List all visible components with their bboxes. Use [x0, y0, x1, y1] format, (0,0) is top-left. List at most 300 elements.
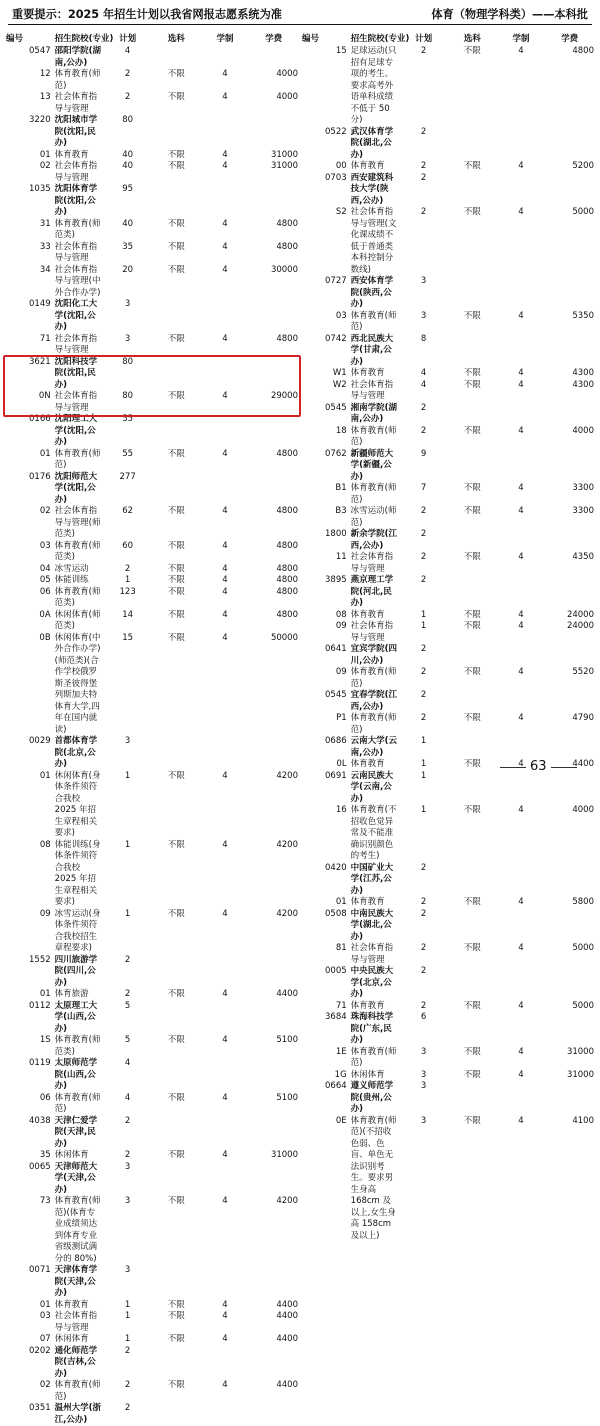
row-xz: 4	[222, 586, 228, 597]
row-xz	[201, 46, 250, 69]
row-fee	[545, 276, 594, 311]
row-name: 体育教育	[54, 149, 89, 160]
row-fee	[545, 334, 594, 369]
row-name: 社会体育指导与管理	[54, 1311, 98, 1333]
row-fee: 4800	[276, 575, 298, 585]
row-xk	[152, 414, 201, 449]
row-name: 首都体育学院(北京,公办)	[54, 736, 98, 769]
row-name: 云南大学(云南,公办)	[350, 736, 398, 758]
row-name: 社会体育指导与管理	[350, 943, 394, 965]
row-xz	[497, 449, 546, 484]
row-code: 0L	[336, 759, 347, 769]
right-column	[302, 34, 594, 1242]
row-xk: 不限	[167, 241, 185, 252]
row-code: 0727	[325, 276, 347, 286]
row-xk: 不限	[463, 621, 481, 631]
row-xk: 不限	[167, 540, 185, 551]
row-xk	[152, 1265, 201, 1300]
row-fee: 31000	[566, 1046, 594, 1057]
major-row	[6, 1150, 298, 1162]
row-fee: 5520	[572, 667, 594, 677]
col-plan-header: 计划	[415, 34, 433, 44]
row-name: 体育教育	[350, 897, 385, 907]
row-xk: 不限	[463, 1069, 481, 1080]
row-fee	[545, 575, 594, 610]
row-xz	[497, 909, 546, 944]
row-name: 体育教育(师范类)	[54, 218, 101, 240]
row-fee: 4350	[572, 552, 594, 562]
row-plan: 2	[420, 506, 427, 516]
row-xz: 4	[518, 552, 524, 562]
row-xk: 不限	[167, 563, 185, 574]
row-code: 02	[39, 1380, 51, 1390]
major-row	[6, 575, 298, 587]
row-xk	[152, 1058, 201, 1093]
row-xz: 4	[518, 425, 524, 436]
row-code: 02	[39, 161, 51, 171]
row-xk	[152, 472, 201, 507]
row-xz: 4	[222, 391, 228, 401]
row-code: 01	[39, 989, 51, 999]
row-xk	[448, 334, 497, 369]
row-plan: 3	[420, 1115, 427, 1126]
row-plan: 1	[124, 1299, 131, 1310]
row-name: 四川旅游学院(四川,公办)	[54, 954, 98, 988]
row-fee	[545, 127, 594, 162]
row-fee: 4000	[572, 805, 594, 815]
row-name: 体育旅游	[54, 989, 89, 999]
row-plan: 80	[122, 115, 134, 125]
row-name: 沈阳理工大学(沈阳,公办)	[54, 414, 98, 447]
row-fee: 24000	[566, 609, 594, 620]
row-code: 0420	[325, 862, 347, 873]
row-name: 西安建筑科技大学(陕西,公办)	[350, 172, 394, 206]
row-fee	[545, 644, 594, 667]
row-code: 0202	[29, 1345, 51, 1356]
row-fee: 5200	[572, 161, 594, 171]
row-plan: 2	[420, 425, 427, 436]
major-row	[302, 207, 594, 276]
row-plan: 3	[124, 299, 131, 309]
major-row	[6, 1093, 298, 1116]
row-plan: 1	[124, 839, 131, 850]
row-code: 0742	[325, 333, 347, 344]
col-plan-header: 计划	[119, 34, 137, 44]
row-plan: 3	[420, 1081, 427, 1091]
row-name: 武汉体育学院(湖北,公办)	[350, 126, 394, 160]
row-name: 宜春学院(江西,公办)	[350, 690, 398, 712]
row-fee: 4400	[276, 1380, 298, 1390]
row-name: 太原理工大学(山西,公办)	[54, 1000, 98, 1034]
row-name: 体育教育(师范)(体育专业成绩须达到体育专业省级测试满分的 80%)	[54, 1196, 101, 1264]
row-code: 0071	[29, 1265, 51, 1275]
row-code: 05	[39, 575, 51, 585]
row-xk	[152, 184, 201, 219]
row-xk: 不限	[463, 310, 481, 321]
row-code: 33	[39, 241, 51, 252]
row-xz	[497, 644, 546, 667]
row-plan: 1	[124, 575, 131, 585]
row-xz: 4	[222, 149, 228, 160]
row-fee: 4000	[572, 425, 594, 436]
row-name: 湘南学院(湖南,公办)	[350, 402, 398, 424]
row-code: 03	[39, 1311, 51, 1321]
row-xz: 4	[518, 759, 524, 769]
row-xk: 不限	[167, 609, 185, 620]
row-xk: 不限	[463, 368, 481, 378]
row-code: 0149	[29, 299, 51, 309]
row-xz	[201, 184, 250, 219]
row-xz: 4	[222, 575, 228, 585]
row-xz: 4	[222, 632, 228, 643]
row-fee	[545, 909, 594, 944]
row-plan: 60	[122, 540, 134, 551]
row-name: 宜宾学院(四川,公办)	[350, 644, 398, 666]
row-xz	[201, 472, 250, 507]
row-name: 休闲体育(身体条件须符合我校 2025 年招生章程相关要求)	[54, 770, 101, 838]
major-row	[6, 161, 298, 184]
row-xk: 不限	[463, 1046, 481, 1057]
row-fee: 4800	[276, 333, 298, 344]
school-row	[302, 863, 594, 898]
row-name: 社会体育指导与管理	[350, 552, 394, 574]
row-xz: 4	[518, 1046, 524, 1057]
row-plan: 2	[124, 1345, 131, 1356]
row-name: 体育教育(师范)	[350, 425, 397, 447]
major-row	[6, 771, 298, 840]
major-row	[302, 311, 594, 334]
row-xz	[497, 771, 546, 806]
school-row	[6, 1058, 298, 1093]
row-name: 社会体育指导与管理	[54, 161, 98, 183]
row-fee: 24000	[566, 621, 594, 631]
row-fee: 4790	[572, 713, 594, 723]
row-xk: 不限	[167, 1311, 185, 1321]
major-row	[302, 46, 594, 127]
row-name: 温州大学(浙江,公办)	[54, 1403, 102, 1425]
row-plan: 2	[420, 644, 427, 654]
row-name: 西安体育学院(陕西,公办)	[350, 276, 394, 309]
row-plan: 4	[124, 1058, 131, 1068]
row-xk	[152, 1403, 201, 1426]
col-name-header: 招生院校(专业)	[350, 34, 410, 44]
row-xk	[448, 909, 497, 944]
row-code: 08	[335, 609, 347, 620]
row-plan: 2	[124, 954, 131, 965]
row-code: 01	[39, 149, 51, 160]
school-row	[302, 690, 594, 713]
row-xk: 不限	[167, 1150, 185, 1160]
row-plan: 2	[420, 402, 427, 413]
row-code: 02	[39, 506, 51, 516]
row-xz: 4	[222, 448, 228, 459]
row-xk	[448, 276, 497, 311]
school-row	[6, 46, 298, 69]
row-fee: 31000	[566, 1069, 594, 1080]
footer-rule-left	[500, 767, 526, 768]
row-fee: 4400	[276, 989, 298, 999]
row-name: 体育教育(不招收色觉异常及不能准确识别颜色的考生)	[350, 805, 397, 861]
school-row	[302, 449, 594, 484]
left-table-header	[6, 34, 298, 46]
row-code: 0166	[29, 414, 51, 424]
major-row	[6, 989, 298, 1001]
row-name: 体育教育(师范)	[350, 483, 397, 505]
row-plan: 3	[420, 1069, 427, 1080]
row-plan: 1	[420, 759, 427, 769]
major-row	[6, 92, 298, 115]
row-name: 燕京理工学院(河北,民办)	[350, 575, 394, 608]
major-row	[6, 449, 298, 472]
row-xk: 不限	[167, 989, 185, 999]
row-code: 1035	[29, 184, 51, 194]
row-name: 体育教育	[350, 609, 385, 620]
row-name: 天津师范大学(天津,公办)	[54, 1161, 98, 1195]
row-xk: 不限	[167, 770, 185, 781]
row-xz: 4	[222, 1380, 228, 1390]
row-xk	[448, 575, 497, 610]
row-plan: 4	[420, 368, 427, 378]
row-fee: 30000	[270, 264, 298, 275]
major-row	[6, 909, 298, 955]
row-plan: 3	[420, 1046, 427, 1057]
row-code: 0176	[29, 471, 51, 482]
row-plan: 1	[124, 908, 131, 919]
row-plan: 1	[420, 736, 427, 746]
major-row	[302, 1070, 594, 1082]
row-plan: 2	[420, 46, 427, 56]
row-xk: 不限	[167, 391, 185, 401]
row-plan: 1	[124, 1311, 131, 1321]
row-xz: 4	[222, 540, 228, 551]
row-fee: 29000	[270, 391, 298, 401]
school-row	[6, 1116, 298, 1151]
row-fee	[545, 529, 594, 552]
row-xz: 4	[518, 310, 524, 321]
major-row	[302, 943, 594, 966]
row-xz: 4	[518, 667, 524, 677]
row-xz: 4	[222, 908, 228, 919]
row-plan: 7	[420, 483, 427, 493]
row-plan: 40	[122, 149, 134, 160]
row-fee: 4800	[276, 563, 298, 574]
row-name: 社会体育指导与管理(师范类)	[54, 506, 101, 539]
row-name: 沈阳城市学院(沈阳,民办)	[54, 115, 98, 148]
row-code: 0E	[335, 1115, 347, 1126]
row-code: 0547	[29, 46, 51, 56]
row-name: 足球运动(只招有足球专项的考生。要求高考外语单科成绩不低于 50 分)	[350, 46, 397, 125]
row-name: 沈阳师范大学(沈阳,公办)	[54, 471, 98, 505]
row-name: 体育教育(师范)	[54, 1092, 101, 1114]
row-code: 1E	[335, 1046, 347, 1057]
major-row	[6, 610, 298, 633]
row-xk: 不限	[167, 333, 185, 344]
row-name: 西北民族大学(甘肃,公办)	[350, 333, 394, 367]
row-xz: 4	[222, 1196, 228, 1206]
row-code: 1800	[325, 529, 347, 539]
major-row	[302, 380, 594, 403]
school-row	[302, 644, 594, 667]
row-name: 中南民族大学(湖北,公办)	[350, 908, 394, 942]
row-code: 31	[39, 218, 51, 229]
row-name: 休闲体育(师范类)	[54, 609, 101, 631]
row-xk	[448, 173, 497, 208]
row-xz: 4	[222, 1334, 228, 1344]
row-plan: 15	[122, 632, 134, 643]
highlight-box	[3, 355, 301, 418]
row-code: 15	[335, 46, 347, 56]
row-plan: 3	[124, 1265, 131, 1275]
row-plan: 2	[124, 563, 131, 574]
row-xz	[201, 299, 250, 334]
row-xz	[497, 863, 546, 898]
row-name: 体育教育	[350, 368, 385, 378]
row-xz: 4	[222, 1311, 228, 1321]
row-xk: 不限	[167, 92, 185, 102]
row-xz: 4	[518, 609, 524, 620]
row-code: 11	[335, 552, 347, 562]
row-xk: 不限	[167, 161, 185, 171]
row-fee: 4400	[572, 759, 594, 769]
row-fee	[545, 173, 594, 208]
row-fee: 5000	[572, 207, 594, 217]
row-fee	[545, 771, 594, 806]
row-xz	[201, 1058, 250, 1093]
row-fee: 4200	[276, 839, 298, 850]
row-code: 0005	[325, 966, 347, 976]
row-name: 体育教育(师范)	[54, 1380, 101, 1402]
row-code: 0545	[325, 402, 347, 413]
row-code: 01	[39, 1299, 51, 1310]
row-xk	[152, 1346, 201, 1381]
row-fee: 4200	[276, 908, 298, 919]
row-name: 云南民族大学(云南,公办)	[350, 770, 394, 804]
row-xz	[201, 1403, 250, 1426]
row-xk: 不限	[167, 149, 185, 160]
row-name: 体育教育(师范)(不招收色弱、色盲、单色无法识别考生。要求男生身高 168cm 及以上,女生身高 158cm 及以上)	[350, 1115, 397, 1241]
major-row	[302, 552, 594, 575]
row-plan: 2	[420, 966, 427, 976]
row-xk: 不限	[167, 448, 185, 459]
row-xk	[448, 449, 497, 484]
row-plan: 55	[122, 414, 134, 424]
row-xz: 4	[518, 621, 524, 631]
row-code: 0B	[39, 632, 51, 643]
row-name: 休闲体育	[350, 1069, 385, 1080]
page-footer	[0, 759, 600, 775]
row-code: 0065	[29, 1161, 51, 1172]
row-plan: 8	[420, 333, 427, 344]
row-plan: 1	[420, 609, 427, 620]
row-fee: 50000	[270, 632, 298, 643]
row-xz	[497, 334, 546, 369]
row-code: 01	[39, 448, 51, 459]
row-plan: 4	[420, 379, 427, 390]
row-xk: 不限	[463, 483, 481, 493]
row-code: B3	[335, 506, 347, 516]
row-xz	[201, 414, 250, 449]
row-xz: 4	[518, 713, 524, 723]
row-code: 09	[39, 908, 51, 919]
row-xk: 不限	[167, 908, 185, 919]
row-plan: 2	[124, 1380, 131, 1390]
row-xz: 4	[222, 506, 228, 516]
row-fee: 4400	[276, 1311, 298, 1321]
row-code: 0N	[38, 391, 51, 401]
row-xk: 不限	[167, 1035, 185, 1045]
row-plan: 277	[119, 471, 136, 482]
row-code: 07	[39, 1334, 51, 1344]
row-xz: 4	[222, 241, 228, 252]
row-xz	[201, 1116, 250, 1151]
row-plan: 2	[420, 207, 427, 217]
row-fee	[249, 1403, 298, 1426]
row-xk: 不限	[463, 161, 481, 171]
row-name: 社会体育指导与管理	[54, 241, 98, 263]
row-xz: 4	[222, 218, 228, 229]
school-row	[302, 736, 594, 759]
row-xz: 4	[518, 1069, 524, 1080]
major-row	[6, 1334, 298, 1346]
row-plan: 2	[124, 69, 131, 79]
row-code: 0508	[325, 908, 347, 919]
major-row	[6, 1035, 298, 1058]
row-xk: 不限	[167, 1334, 185, 1344]
row-xz	[497, 690, 546, 713]
row-name: 社会体育指导与管理	[54, 92, 98, 114]
row-plan: 3	[124, 333, 131, 344]
row-name: 体育教育(师范)	[54, 69, 101, 91]
col-xk-header: 选科	[167, 34, 185, 44]
row-code: 0641	[325, 644, 347, 654]
row-xz: 4	[518, 805, 524, 815]
row-fee: 4200	[276, 1196, 298, 1206]
school-row	[6, 1162, 298, 1197]
row-fee	[249, 115, 298, 150]
row-xk: 不限	[167, 218, 185, 229]
row-name: 新余学院(江西,公办)	[350, 529, 398, 551]
row-xz	[201, 1162, 250, 1197]
row-code: 0762	[325, 448, 347, 459]
row-xk	[448, 403, 497, 426]
major-row	[302, 610, 594, 622]
row-plan: 4	[124, 1092, 131, 1103]
row-code: S2	[335, 207, 347, 217]
row-name: 社会体育指导与管理(文化课成绩不低于普通类本科控制分数线)	[350, 207, 397, 275]
row-name: 休闲体育	[54, 1334, 89, 1344]
row-xz: 4	[222, 989, 228, 999]
row-xk: 不限	[167, 506, 185, 516]
row-fee: 4200	[276, 770, 298, 781]
row-plan: 3	[420, 310, 427, 321]
row-plan: 2	[420, 529, 427, 539]
major-row	[6, 633, 298, 737]
row-xk	[448, 644, 497, 667]
row-xz: 4	[222, 92, 228, 102]
major-row	[6, 564, 298, 576]
row-plan: 55	[122, 448, 134, 459]
major-row	[6, 1196, 298, 1265]
row-fee	[249, 1265, 298, 1300]
row-xz	[497, 173, 546, 208]
row-plan: 5	[124, 1000, 131, 1011]
row-plan: 14	[122, 609, 134, 620]
row-plan: 2	[420, 908, 427, 919]
row-fee: 4300	[572, 368, 594, 378]
row-xk	[448, 966, 497, 1001]
row-plan: 80	[122, 391, 134, 401]
row-fee	[545, 1012, 594, 1047]
